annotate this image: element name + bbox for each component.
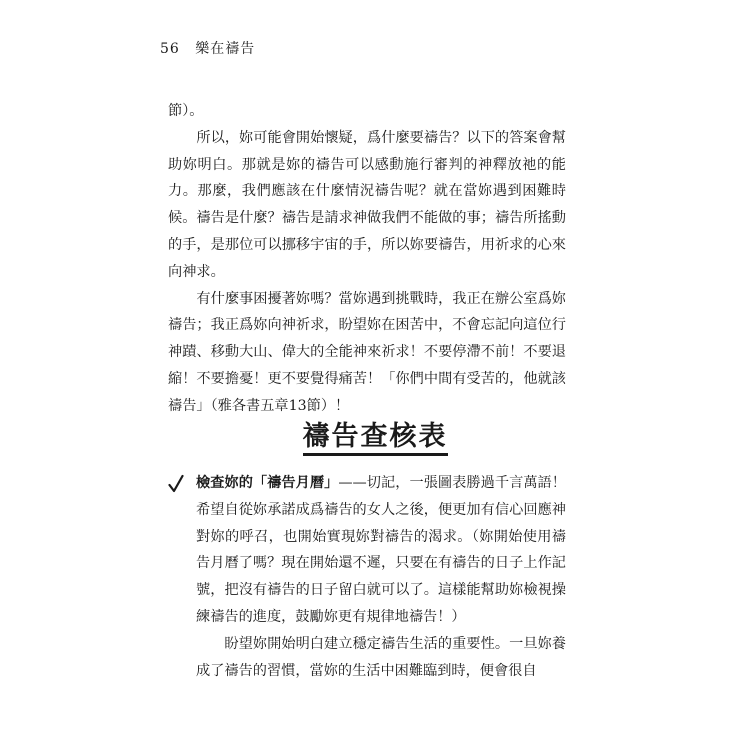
checklist-item-paragraph — [196, 470, 566, 631]
running-header — [160, 38, 255, 58]
checklist-item — [168, 470, 566, 684]
section-heading — [0, 414, 750, 453]
checkmark-icon — [168, 474, 184, 494]
checklist-item-text: ——切記，一張圖表勝過千言萬語！希望自從妳承諾成爲禱告的女人之後，便更加有信心回應神對妳的呼召，也開始實現妳對禱告的渴求。（妳開始使用禱告月曆了嗎？現在開始還不遲，只要在有禱告的日子上作記號，把沒有禱告的日子留白就可以了。這樣能幫助妳檢視操練禱告的進度，鼓勵妳更有規律地禱告！） — [196, 475, 566, 625]
book-title: 樂在禱告 — [195, 41, 256, 57]
checklist-item-lead: 檢查妳的「禱告月曆」 — [196, 475, 339, 491]
section-title: 禱告查核表 — [303, 421, 448, 456]
paragraph-trouble: 有什麼事困擾著妳嗎？當妳遇到挑戰時，我正在辦公室爲妳禱告；我正爲妳向神祈求，盼望妳在困苦中，不會忘記向這位行神蹟、移動大山、偉大的全能神來祈求！不要停滯不前！不要退縮！不要擔憂！更不要覺得痛苦！「你們中間有受苦的，他就該禱告」（雅各書五章13節）！ — [168, 290, 566, 414]
paragraph-why-pray: 所以，妳可能會開始懷疑，爲什麼要禱告？以下的答案會幫助妳明白。那就是妳的禱告可以感動施行審判的神釋放祂的能力。那麼，我們應該在什麼情況禱告呢？就在當妳遇到困難時候。禱告是什麼？禱告是請求神做我們不能做的事；禱告所搖動的手，是那位可以挪移宇宙的手，所以妳要禱告，用祈求的心來向神求。 — [168, 129, 566, 280]
checklist-item-body — [196, 470, 566, 684]
page-number: 56 — [160, 41, 180, 57]
checklist-item-paragraph-2: 盼望妳開始明白建立穩定禱告生活的重要性。一旦妳養成了禱告的習慣，當妳的生活中困難臨到時，便會很自 — [196, 635, 566, 679]
paragraph-fragment: 節）。 — [168, 103, 204, 119]
body-text — [168, 98, 566, 420]
